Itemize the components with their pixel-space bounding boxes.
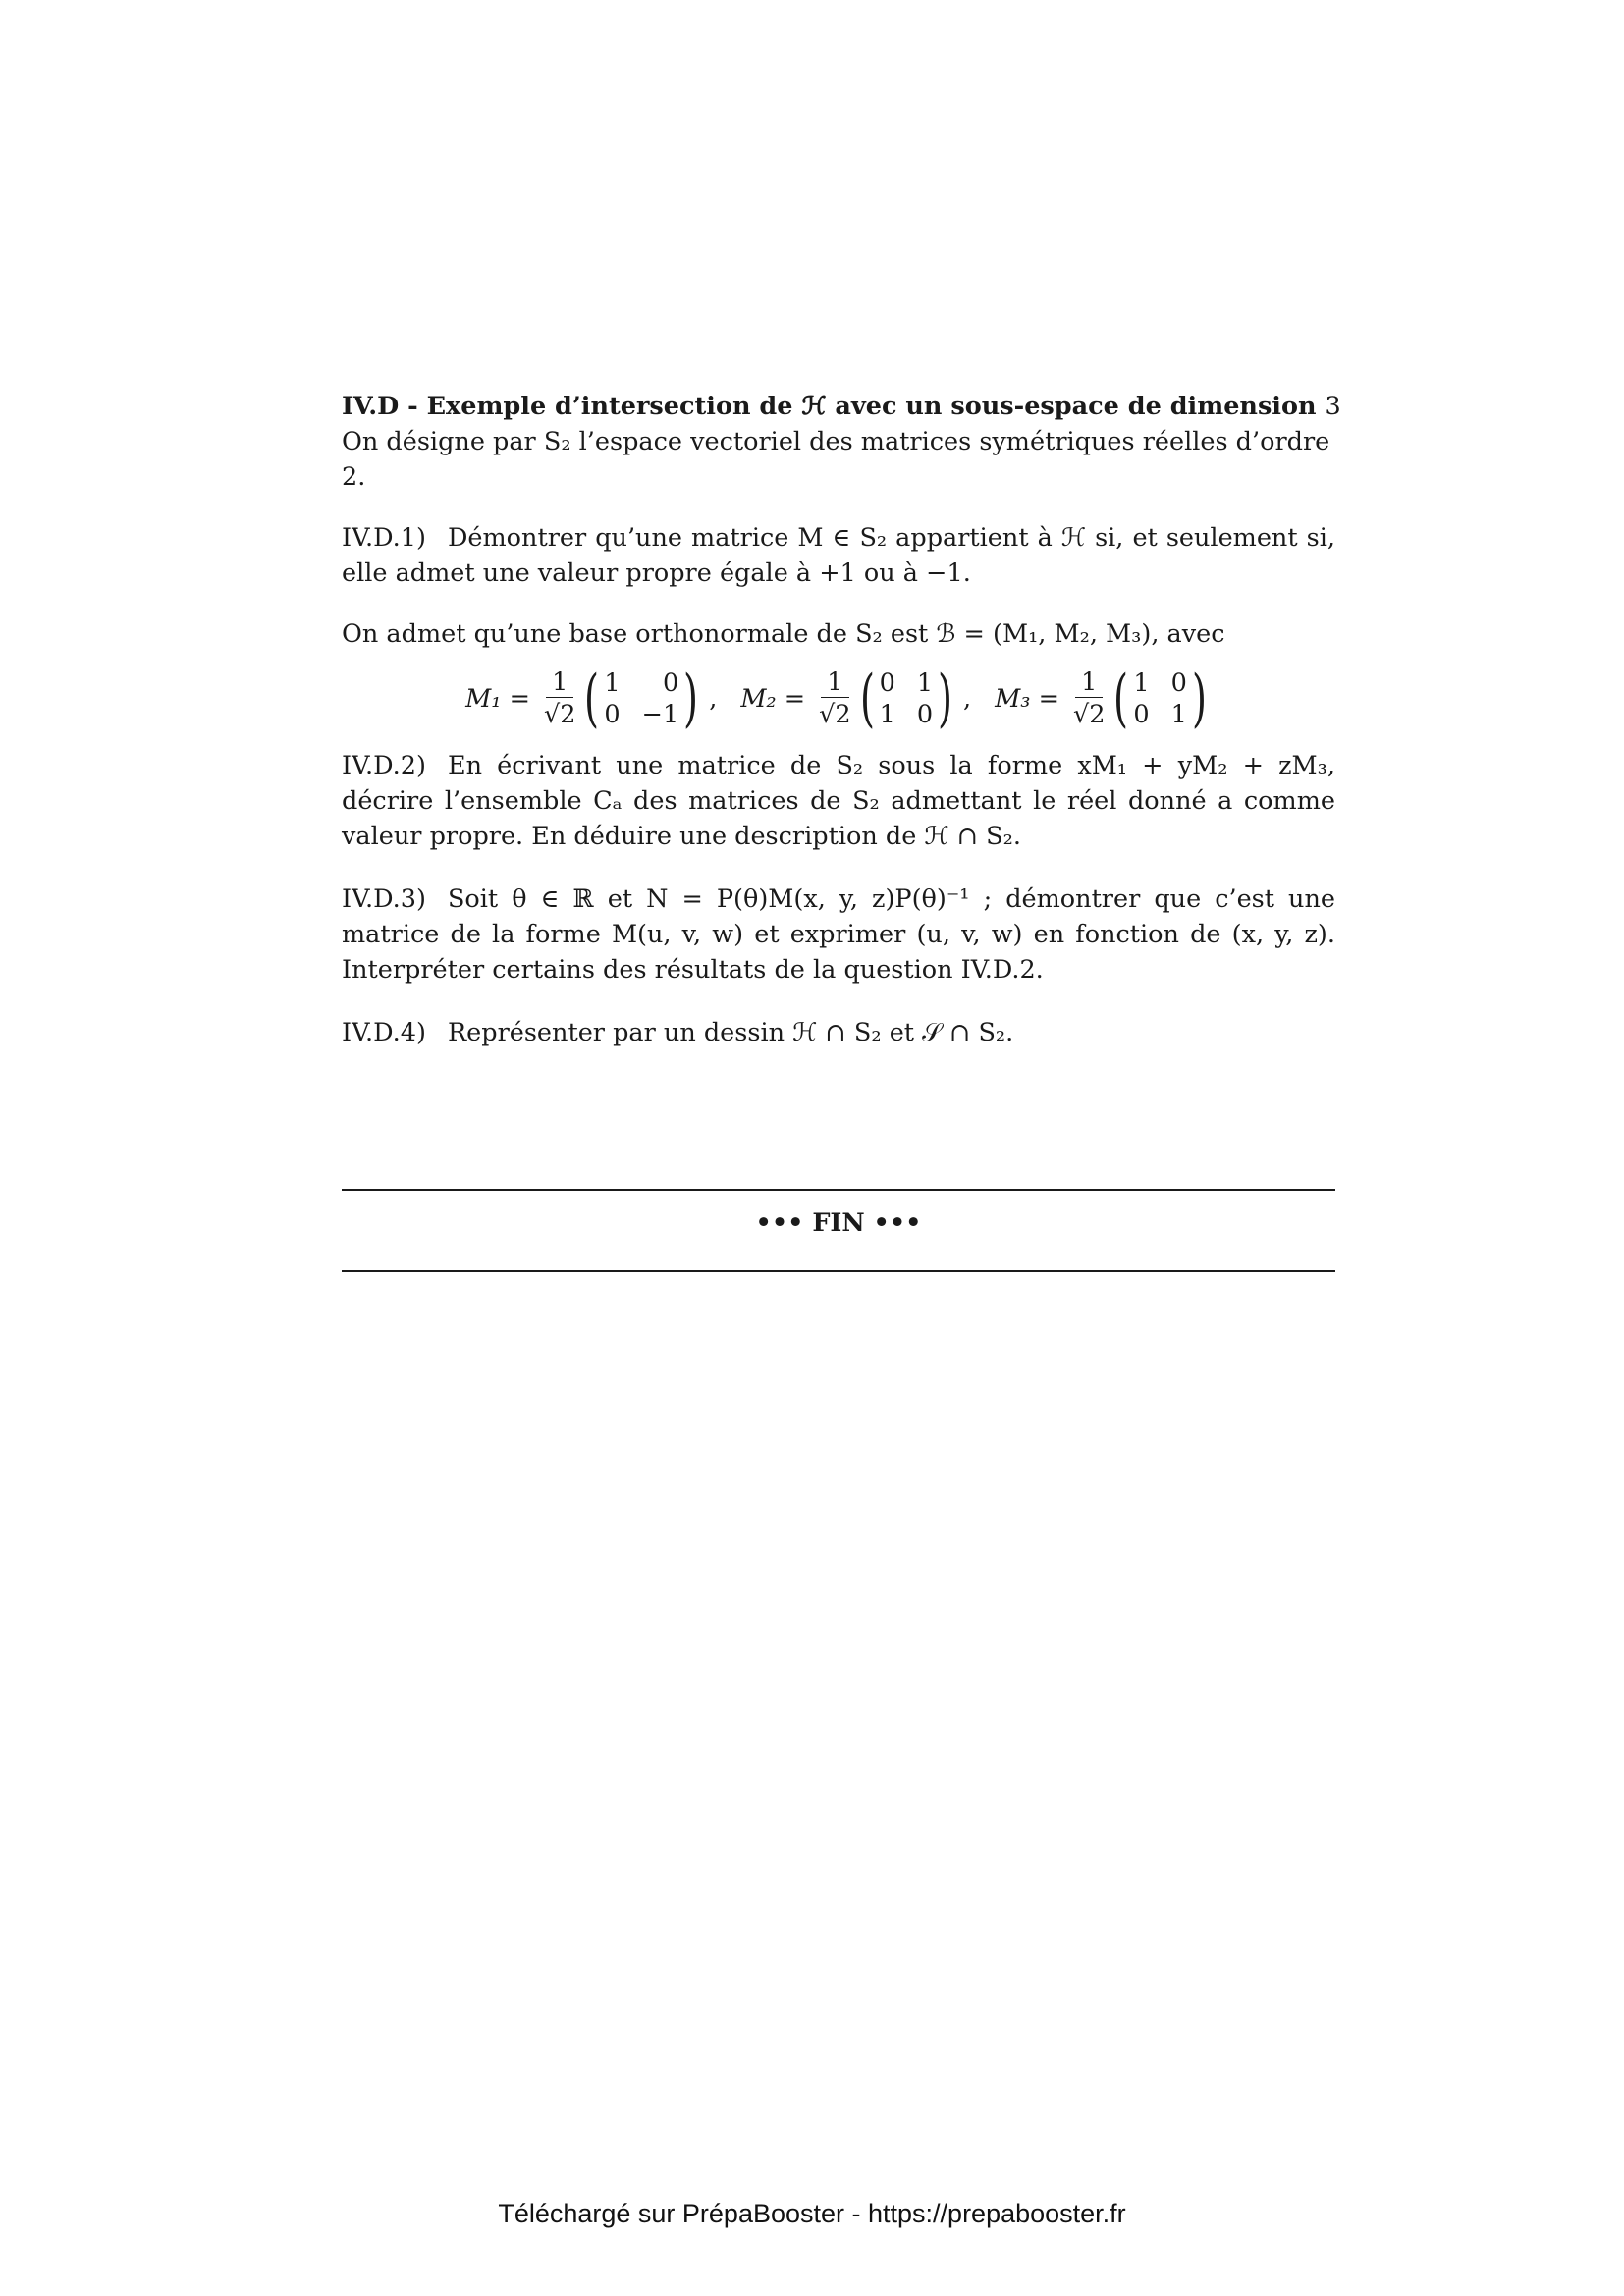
question-label: IV.D.1) <box>342 523 426 553</box>
basis-matrices-equation <box>342 658 1335 740</box>
question-3 <box>342 881 1335 988</box>
question-label: IV.D.4) <box>342 1018 426 1047</box>
section-title <box>342 389 1341 424</box>
question-text: Représenter par un dessin ℋ ∩ S₂ et 𝒮 ∩ S₂. <box>447 1018 1014 1047</box>
matrix-name: M₂ <box>740 684 777 714</box>
footer-download-note: Téléchargé sur PrépaBooster - https://prepabooster.fr <box>498 2199 1126 2228</box>
matrix-entry: 1 <box>1133 668 1150 698</box>
frac-denominator: √2 <box>543 699 576 729</box>
matrix-entry: 0 <box>916 700 934 729</box>
question-1 <box>342 520 1335 591</box>
question-text: Démontrer qu’une matrice M ∈ S₂ appartient à ℋ si, et seulement si, elle admet une valeur propre égale à +1 ou à −1. <box>342 523 1335 588</box>
question-label: IV.D.2) <box>342 751 426 780</box>
matrix-entry: 1 <box>604 668 621 698</box>
question-4 <box>342 1015 1335 1050</box>
matrix-entry: 1 <box>916 668 934 698</box>
matrix-name: M₁ <box>465 684 502 714</box>
matrix-name: M₃ <box>995 684 1031 714</box>
fin-bottom-rule <box>342 1270 1335 1272</box>
basis-sentence: On admet qu’une base orthonormale de S₂ est ℬ = (M₁, M₂, M₃), avec <box>342 619 1225 649</box>
exam-body <box>342 389 1341 1050</box>
matrix-entry: 0 <box>1170 668 1187 698</box>
section-title-text: IV.D - Exemple d’intersection de ℋ avec un sous-espace de dimension <box>342 392 1317 421</box>
fin-label: ••• FIN ••• <box>755 1208 922 1238</box>
matrix-m2: M₂ = $\frac{1}{√2}$ ( 0 1 1 0 ) , <box>740 663 972 735</box>
section-title-number: 3 <box>1325 392 1341 421</box>
question-text: Soit θ ∈ ℝ et N = P(θ)M(x, y, z)P(θ)⁻¹ ; démontrer que c’est une matrice de la forme M(u, v, w) et exprimer (u, v, w) en fonction de (x, y, z). Interpréter certains des résultats de la question IV.D.2. <box>342 884 1335 985</box>
fin-top-rule <box>342 1189 1335 1191</box>
frac-numerator: 1 <box>1075 667 1103 698</box>
question-label: IV.D.3) <box>342 884 426 914</box>
matrix-entry: 0 <box>604 700 621 729</box>
matrix-m1: M₁ = $\frac{1}{√2}$ ( 1 0 0 −1 ) , <box>465 663 718 735</box>
matrix-entry: −1 <box>641 700 679 729</box>
matrix-entry: 0 <box>1133 700 1150 729</box>
frac-denominator: √2 <box>1072 699 1106 729</box>
matrix-entry: 1 <box>1170 700 1187 729</box>
frac-denominator: √2 <box>819 699 851 729</box>
matrix-entry: 0 <box>663 668 679 698</box>
question-text: En écrivant une matrice de S₂ sous la forme xM₁ + yM₂ + zM₃, décrire l’ensemble Cₐ des matrices de S₂ admettant le réel donné a comme valeur propre. En déduire une description de ℋ ∩ S₂. <box>342 751 1335 851</box>
matrix-m3: M₃ = $\frac{1}{√2}$ ( 1 0 0 1 ) <box>995 663 1207 735</box>
matrix-entry: 1 <box>879 700 895 729</box>
frac-numerator: 1 <box>821 667 848 698</box>
matrix-entry: 0 <box>879 668 895 698</box>
frac-numerator: 1 <box>546 667 573 698</box>
section-intro: On désigne par S₂ l’espace vectoriel des matrices symétriques réelles d’ordre 2. <box>342 427 1330 492</box>
question-2 <box>342 748 1335 854</box>
